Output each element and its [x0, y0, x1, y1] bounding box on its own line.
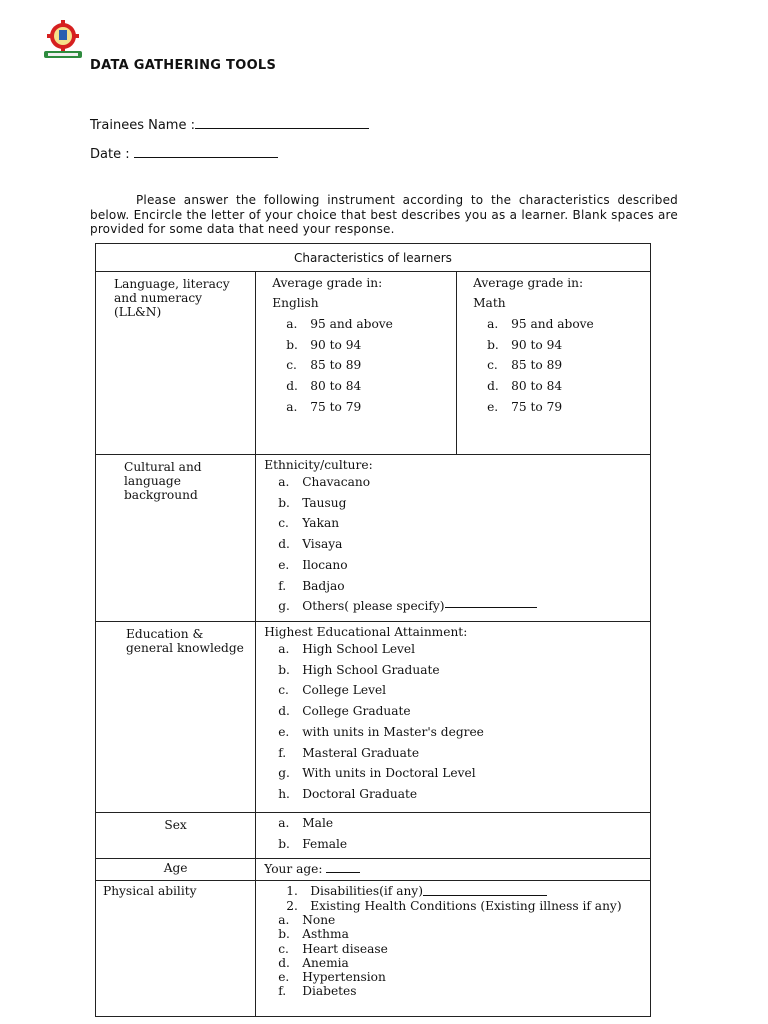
sex-cell: [256, 813, 651, 859]
physical-numbered: [264, 884, 644, 913]
list-item[interactable]: b. Tausug: [278, 495, 347, 510]
list-item[interactable]: a. 75 to 79: [286, 399, 362, 414]
instructions-text: Please answer the following instrument according to the characteristics described below. Encircle the letter of your choice that best describes you as a learner. Blank spaces are provided for some data that need your response.: [90, 193, 678, 236]
table-row: [96, 859, 651, 881]
table-row: [96, 622, 651, 813]
list-item[interactable]: d. 80 to 84: [286, 379, 362, 394]
list-item[interactable]: d. 80 to 84: [487, 379, 563, 394]
list-item[interactable]: a. Male: [278, 816, 334, 830]
list-item[interactable]: e. Hypertension: [278, 970, 386, 985]
table-row: [96, 455, 651, 622]
age-cell: [256, 859, 651, 881]
physical-cell: [256, 881, 651, 1017]
list-item[interactable]: c. Yakan: [278, 516, 340, 531]
culture-label: Cultural and language background: [96, 455, 256, 622]
instructions: [90, 193, 678, 237]
list-item[interactable]: f. Masteral Graduate: [278, 745, 420, 760]
sex-label: Sex: [96, 813, 256, 859]
table-row: [96, 881, 651, 1017]
age-prompt: Your age:: [264, 862, 327, 877]
english-options: [272, 314, 450, 418]
list-item[interactable]: c. Heart disease: [278, 941, 388, 956]
physical-label: Physical ability: [96, 881, 256, 1017]
date-blank[interactable]: [134, 146, 278, 158]
physical-options: [256, 913, 644, 999]
list-item[interactable]: g. Others( please specify): [264, 596, 644, 617]
list-item[interactable]: d. Anemia: [278, 955, 349, 970]
list-item[interactable]: f. Diabetes: [278, 984, 357, 999]
table-row: [96, 813, 651, 859]
list-item[interactable]: f. Badjao: [278, 578, 345, 593]
lln-label: Language, literacy and numeracy (LL&N): [96, 272, 256, 455]
school-logo: [40, 20, 86, 60]
education-label: Education & general knowledge: [96, 622, 256, 813]
list-item[interactable]: c. 85 to 89: [487, 358, 563, 373]
math-grade-cell: [457, 272, 651, 455]
age-label: Age: [96, 859, 256, 881]
list-item[interactable]: g. With units in Doctoral Level: [278, 766, 476, 781]
trainee-name-field[interactable]: [90, 117, 369, 133]
math-options: [473, 314, 644, 418]
list-item[interactable]: a. None: [278, 913, 336, 927]
culture-heading: Ethnicity/culture:: [264, 458, 373, 472]
list-item[interactable]: a. 95 and above: [286, 317, 393, 331]
list-item[interactable]: a. High School Level: [278, 642, 416, 656]
list-item[interactable]: c. 85 to 89: [286, 358, 362, 373]
list-item[interactable]: d. Visaya: [278, 537, 343, 552]
math-subject: Math: [473, 296, 506, 310]
list-item[interactable]: e. with units in Master's degree: [278, 724, 484, 739]
english-grade-cell: [256, 272, 457, 455]
list-item[interactable]: c. College Level: [278, 683, 387, 698]
list-item[interactable]: d. College Graduate: [278, 704, 411, 719]
list-item[interactable]: a. Chavacano: [278, 475, 371, 489]
education-options: [264, 639, 644, 805]
trainee-name-label: Trainees Name :: [90, 118, 195, 133]
table-row: [96, 272, 651, 455]
english-heading: Average grade in:: [272, 276, 383, 290]
education-cell: [256, 622, 651, 813]
list-item[interactable]: b. 90 to 94: [286, 337, 362, 352]
list-item[interactable]: e. Ilocano: [278, 557, 348, 572]
english-subject: English: [272, 296, 319, 310]
disabilities-blank[interactable]: [423, 884, 547, 896]
culture-options: [264, 472, 644, 617]
others-blank[interactable]: [445, 596, 537, 608]
education-heading: Highest Educational Attainment:: [264, 625, 468, 639]
list-item[interactable]: b. Female: [278, 836, 348, 851]
trainee-name-blank[interactable]: [195, 117, 369, 129]
list-item[interactable]: 1. Disabilities(if any): [264, 884, 644, 898]
learner-characteristics-table: [95, 243, 651, 1017]
list-item[interactable]: b. 90 to 94: [487, 337, 563, 352]
page-title: DATA GATHERING TOOLS: [90, 58, 277, 73]
sex-options: [264, 813, 644, 854]
list-item[interactable]: a. 95 and above: [487, 317, 594, 331]
list-item[interactable]: h. Doctoral Graduate: [278, 786, 418, 801]
culture-cell: [256, 455, 651, 622]
list-item[interactable]: 2. Existing Health Conditions (Existing illness if any): [286, 898, 622, 913]
date-field[interactable]: [90, 146, 278, 162]
age-blank[interactable]: [326, 861, 360, 873]
list-item[interactable]: b. High School Graduate: [278, 662, 440, 677]
table-header: Characteristics of learners: [96, 244, 651, 272]
date-label: Date :: [90, 147, 134, 162]
math-heading: Average grade in:: [473, 276, 584, 290]
list-item[interactable]: b. Asthma: [278, 927, 349, 942]
list-item[interactable]: e. 75 to 79: [487, 399, 563, 414]
